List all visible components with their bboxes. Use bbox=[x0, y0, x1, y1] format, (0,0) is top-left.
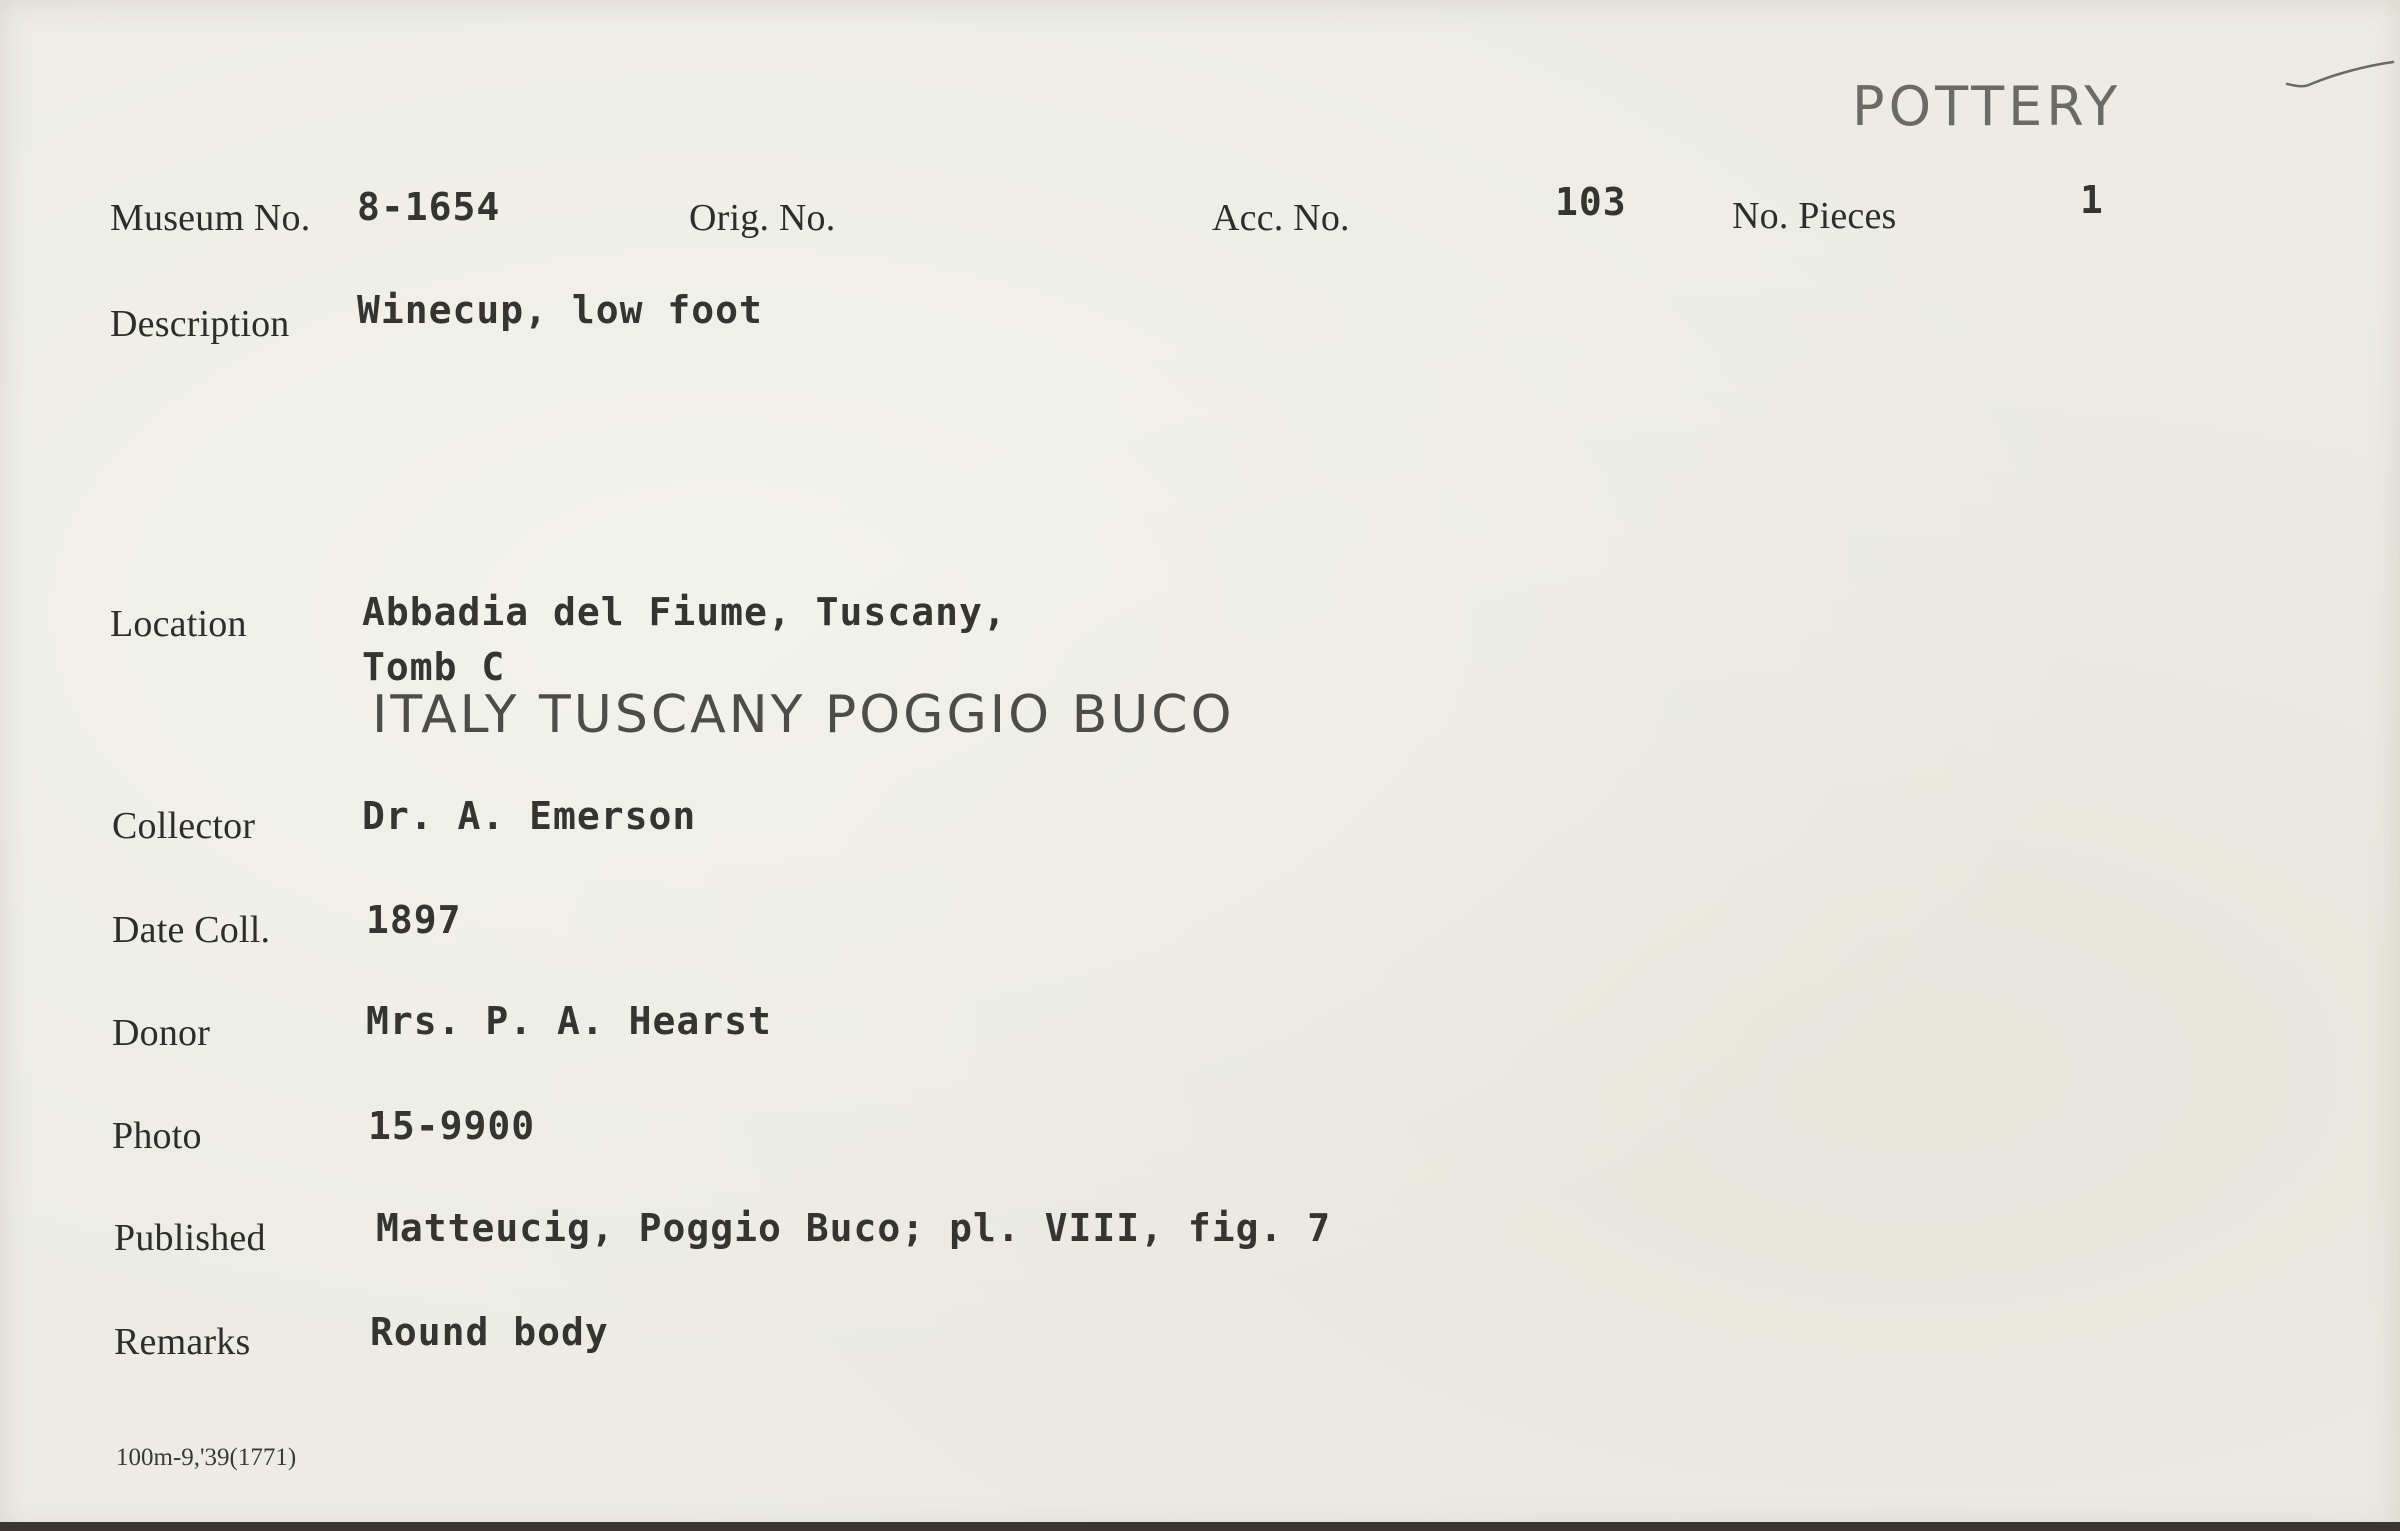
description-value: Winecup, low foot bbox=[357, 288, 763, 332]
photo-value: 15-9900 bbox=[368, 1104, 536, 1148]
acc-no-value: 103 bbox=[1555, 180, 1627, 224]
museum-no-label: Museum No. bbox=[110, 197, 311, 239]
collector-value: Dr. A. Emerson bbox=[362, 794, 697, 838]
print-code: 100m-9,'39(1771) bbox=[116, 1444, 297, 1471]
published-label: Published bbox=[114, 1217, 266, 1259]
donor-label: Donor bbox=[112, 1012, 211, 1054]
donor-value: Mrs. P. A. Hearst bbox=[366, 999, 772, 1043]
category-stamp: POTTERY bbox=[1852, 75, 2122, 138]
location-label: Location bbox=[110, 603, 247, 645]
date-coll-value: 1897 bbox=[366, 898, 462, 942]
collector-label: Collector bbox=[112, 805, 256, 847]
location-line-2: Tomb C bbox=[362, 645, 506, 689]
no-pieces-value: 1 bbox=[2080, 178, 2104, 222]
location-stamp: ITALY TUSCANY POGGIO BUCO bbox=[372, 685, 1235, 745]
card-bottom-edge bbox=[0, 1522, 2400, 1531]
orig-no-label: Orig. No. bbox=[689, 197, 836, 239]
remarks-value: Round body bbox=[370, 1310, 609, 1354]
photo-label: Photo bbox=[112, 1115, 202, 1157]
check-mark-icon bbox=[2285, 60, 2395, 100]
description-label: Description bbox=[110, 303, 290, 345]
acc-no-label: Acc. No. bbox=[1212, 197, 1350, 239]
no-pieces-label: No. Pieces bbox=[1732, 195, 1897, 237]
location-line-1: Abbadia del Fiume, Tuscany, bbox=[362, 590, 1007, 634]
published-value: Matteucig, Poggio Buco; pl. VIII, fig. 7 bbox=[376, 1206, 1332, 1250]
date-coll-label: Date Coll. bbox=[112, 909, 271, 951]
remarks-label: Remarks bbox=[114, 1321, 251, 1363]
museum-no-value: 8-1654 bbox=[357, 185, 501, 229]
